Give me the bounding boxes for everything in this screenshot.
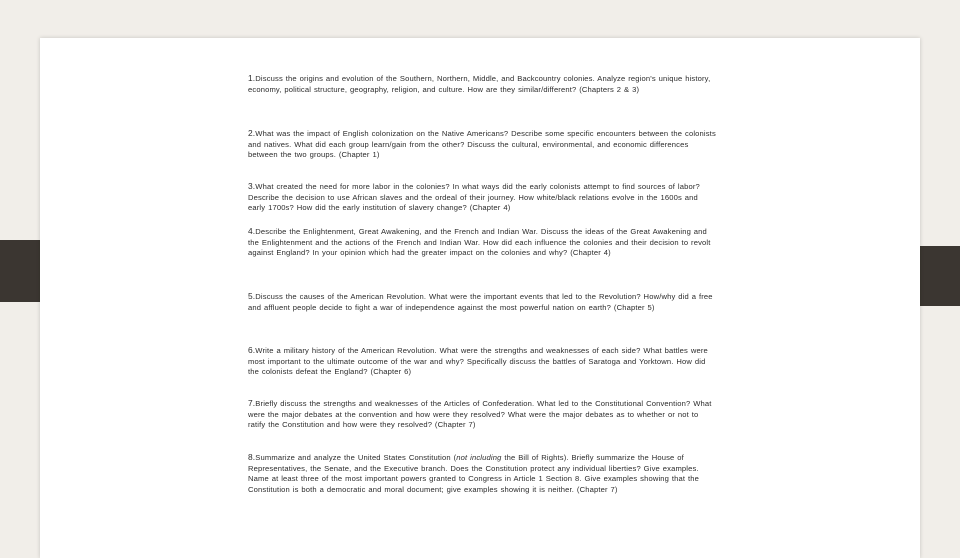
question-text: Describe the Enlightenment, Great Awakening, and the French and Indian War. Discuss the ideas of the Great Awakening and the Enlightenment and the actions of the French and Indian War. How did each influence the colonies and their decision to revolt against England? In your opinion which had the greater impact on the colonies and why? (Chapter 4): [248, 227, 711, 258]
question-1: [248, 73, 716, 95]
question-text: What was the impact of English colonization on the Native Americans? Describe some specific encounters between the colonists and natives. What did each group learn/gain from the other? Discuss the cultural, environmental, and economic differences between the two groups. (Chapter 1): [248, 129, 716, 160]
question-3: [248, 181, 716, 214]
question-text-italic: not including: [456, 453, 502, 462]
question-7: [248, 398, 716, 431]
question-text: What created the need for more labor in the colonies? In what ways did the early colonists attempt to find sources of labor? Describe the decision to use African slaves and the ordeal of their journey. How white/black relations evolve in the 1600s and early 1700s? How did the early institution of slavery change? (Chapter 4): [248, 182, 700, 213]
question-number: 7.: [248, 398, 256, 408]
question-2: [248, 128, 716, 161]
question-6: [248, 345, 716, 378]
question-number: 3.: [248, 181, 256, 191]
question-text: Discuss the causes of the American Revolution. What were the important events that led to the Revolution? How/why did a free and affluent people decide to fight a war of independence against the most powerful nation on earth? (Chapter 5): [248, 292, 713, 312]
question-text-after: the Bill of Rights). Briefly summarize the House of Representatives, the Senate, and the Executive branch. Does the Constitution protect any individual liberties? Give examples. Name at least three of the most important powers granted to Congress in Article 1 Section 8. Give examples showing that the Constitution is both a democratic and moral document; give examples showing it is neither. (Chapter 7): [248, 453, 700, 495]
question-text: Write a military history of the American Revolution. What were the strengths and weaknesses of each side? What battles were most important to the ultimate outcome of the war and why? Specifically discuss the battles of Saratoga and Yorktown. How did the colonists defeat the England? (Chapter 6): [248, 346, 708, 377]
question-4: [248, 226, 716, 259]
question-number: 4.: [248, 226, 256, 236]
question-number: 2.: [248, 128, 256, 138]
question-text: Briefly discuss the strengths and weaknesses of the Articles of Confederation. What led to the Constitutional Convention? What were the major debates at the convention and how were they resolved? What were the major debates as to whether or not to ratify the Constitution and how were they resolved? (Chapter 7): [248, 399, 712, 430]
question-number: 6.: [248, 345, 256, 355]
question-8: [248, 452, 716, 496]
question-5: [248, 291, 716, 313]
question-text: Discuss the origins and evolution of the Southern, Northern, Middle, and Backcountry colonies. Analyze region's unique history, economy, political structure, geography, religion, and culture. How are they similar/different? (Chapters 2 & 3): [248, 74, 711, 94]
question-text-before: Summarize and analyze the United States Constitution (: [255, 453, 457, 462]
question-number: 5.: [248, 291, 256, 301]
question-number: 8.: [248, 452, 256, 462]
question-number: 1.: [248, 73, 256, 83]
